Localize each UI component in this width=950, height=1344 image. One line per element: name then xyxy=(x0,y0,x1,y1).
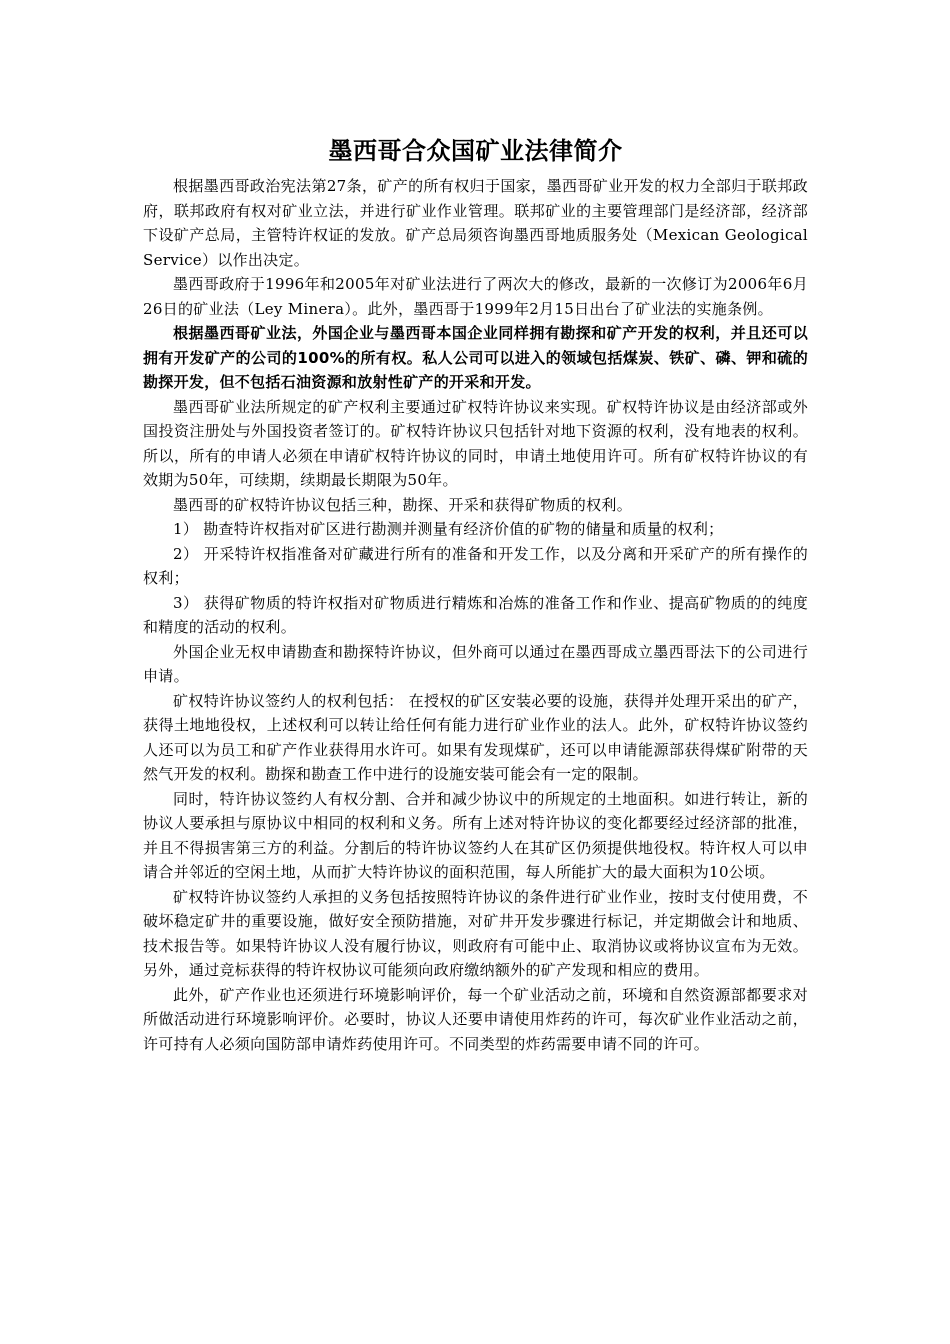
document-title: 墨西哥合众国矿业法律简介 xyxy=(328,137,623,165)
document-page xyxy=(143,134,808,1056)
paragraph-concession-types: 墨西哥的矿权特许协议包括三种，勘探、开采和获得矿物质的权利。 xyxy=(173,495,633,514)
paragraph-environmental-assessment: 此外，矿产作业也还须进行环境影响评价，每一个矿业活动之前，环境和自然资源部都要求对所做活动进行环境影响评价。必要时，协议人还要申请使用炸药的许可，每次矿业作业活动之前，许可持有人必须向国防部申请炸药使用许可。不同类型的炸药需要申请不同的许可。 xyxy=(143,985,808,1053)
paragraph-foreign-rights: 根据墨西哥矿业法，外国企业与墨西哥本国企业同样拥有勘探和矿产开发的权利，并且还可以拥有开发矿产的公司的100%的所有权。私人公司可以进入的领域包括煤炭、铁矿、磷、钾和硫的勘探开发，但不包括石油资源和放射性矿产的开采和开发。 xyxy=(143,324,808,391)
paragraph-law-revisions: 墨西哥政府于1996年和2005年对矿业法进行了两次大的修改，最新的一次修订为2006年6月26日的矿业法（Ley Minera）。此外，墨西哥于1999年2月15日出台了矿业法的实施条例。 xyxy=(143,275,808,318)
paragraph-holder-obligations: 矿权特许协议签约人承担的义务包括按照特许协议的条件进行矿业作业，按时支付使用费，不破坏稳定矿井的重要设施，做好安全预防措施，对矿井开发步骤进行标记，并定期做会计和地质、技术报告等。如果特许协议人没有履行协议，则政府有可能中止、取消协议或将协议宣布为无效。另外，通过竞标获得的特许权协议可能须向政府缴纳额外的矿产发现和相应的费用。 xyxy=(143,887,808,979)
paragraph-constitution: 根据墨西哥政治宪法第27条，矿产的所有权归于国家，墨西哥矿业开发的权力全部归于联邦政府，联邦政府有权对矿业立法，并进行矿业作业管理。联邦矿业的主要管理部门是经济部，经济部下设矿产总局，主管特许权证的发放。矿产总局须咨询墨西哥地质服务处（Mexican Geological Service）以作出决定。 xyxy=(143,177,808,269)
paragraph-holder-rights: 矿权特许协议签约人的权利包括： 在授权的矿区安装必要的设施，获得并处理开采出的矿产，获得土地地役权，上述权利可以转让给任何有能力进行矿业作业的法人。此外，矿权特许协议签约人还可以为员工和矿产作业获得用水许可。如果有发现煤矿，还可以申请能源部获得煤矿附带的天然气开发的权利。勘探和勘查工作中进行的设施安装可能会有一定的限制。 xyxy=(143,691,808,783)
list-item-exploration: 1） 勘查特许权指对矿区进行勘测并测量有经济价值的矿物的储量和质量的权利； xyxy=(173,520,724,538)
paragraph-area-changes: 同时，特许协议签约人有权分割、合并和减少协议中的所规定的土地面积。如进行转让，新的协议人要承担与原协议中相同的权利和义务。所有上述对特许协议的变化都要经过经济部的批准，并且不得损害第三方的利益。分割后的特许协议签约人在其矿区仍须提供地役权。特许权人可以申请合并邻近的空闲土地，从而扩大特许协议的面积范围，每人所能扩大的最大面积为10公顷。 xyxy=(143,789,808,881)
paragraph-foreign-application: 外国企业无权申请勘查和勘探特许协议，但外商可以通过在墨西哥成立墨西哥法下的公司进行申请。 xyxy=(143,642,808,685)
list-item-exploitation: 2） 开采特许权指准备对矿藏进行所有的准备和开发工作，以及分离和开采矿产的所有操作的权利； xyxy=(143,544,808,587)
list-item-mineral-processing: 3） 获得矿物质的特许权指对矿物质进行精炼和冶炼的准备工作和作业、提高矿物质的的纯度和精度的活动的权利。 xyxy=(143,593,808,636)
paragraph-concession-agreement: 墨西哥矿业法所规定的矿产权利主要通过矿权特许协议来实现。矿权特许协议是由经济部或外国投资注册处与外国投资者签订的。矿权特许协议只包括针对地下资源的权利，没有地表的权利。所以，所有的申请人必须在申请矿权特许协议的同时，申请土地使用许可。所有矿权特许协议的有效期为50年，可续期，续期最长期限为50年。 xyxy=(143,397,808,489)
